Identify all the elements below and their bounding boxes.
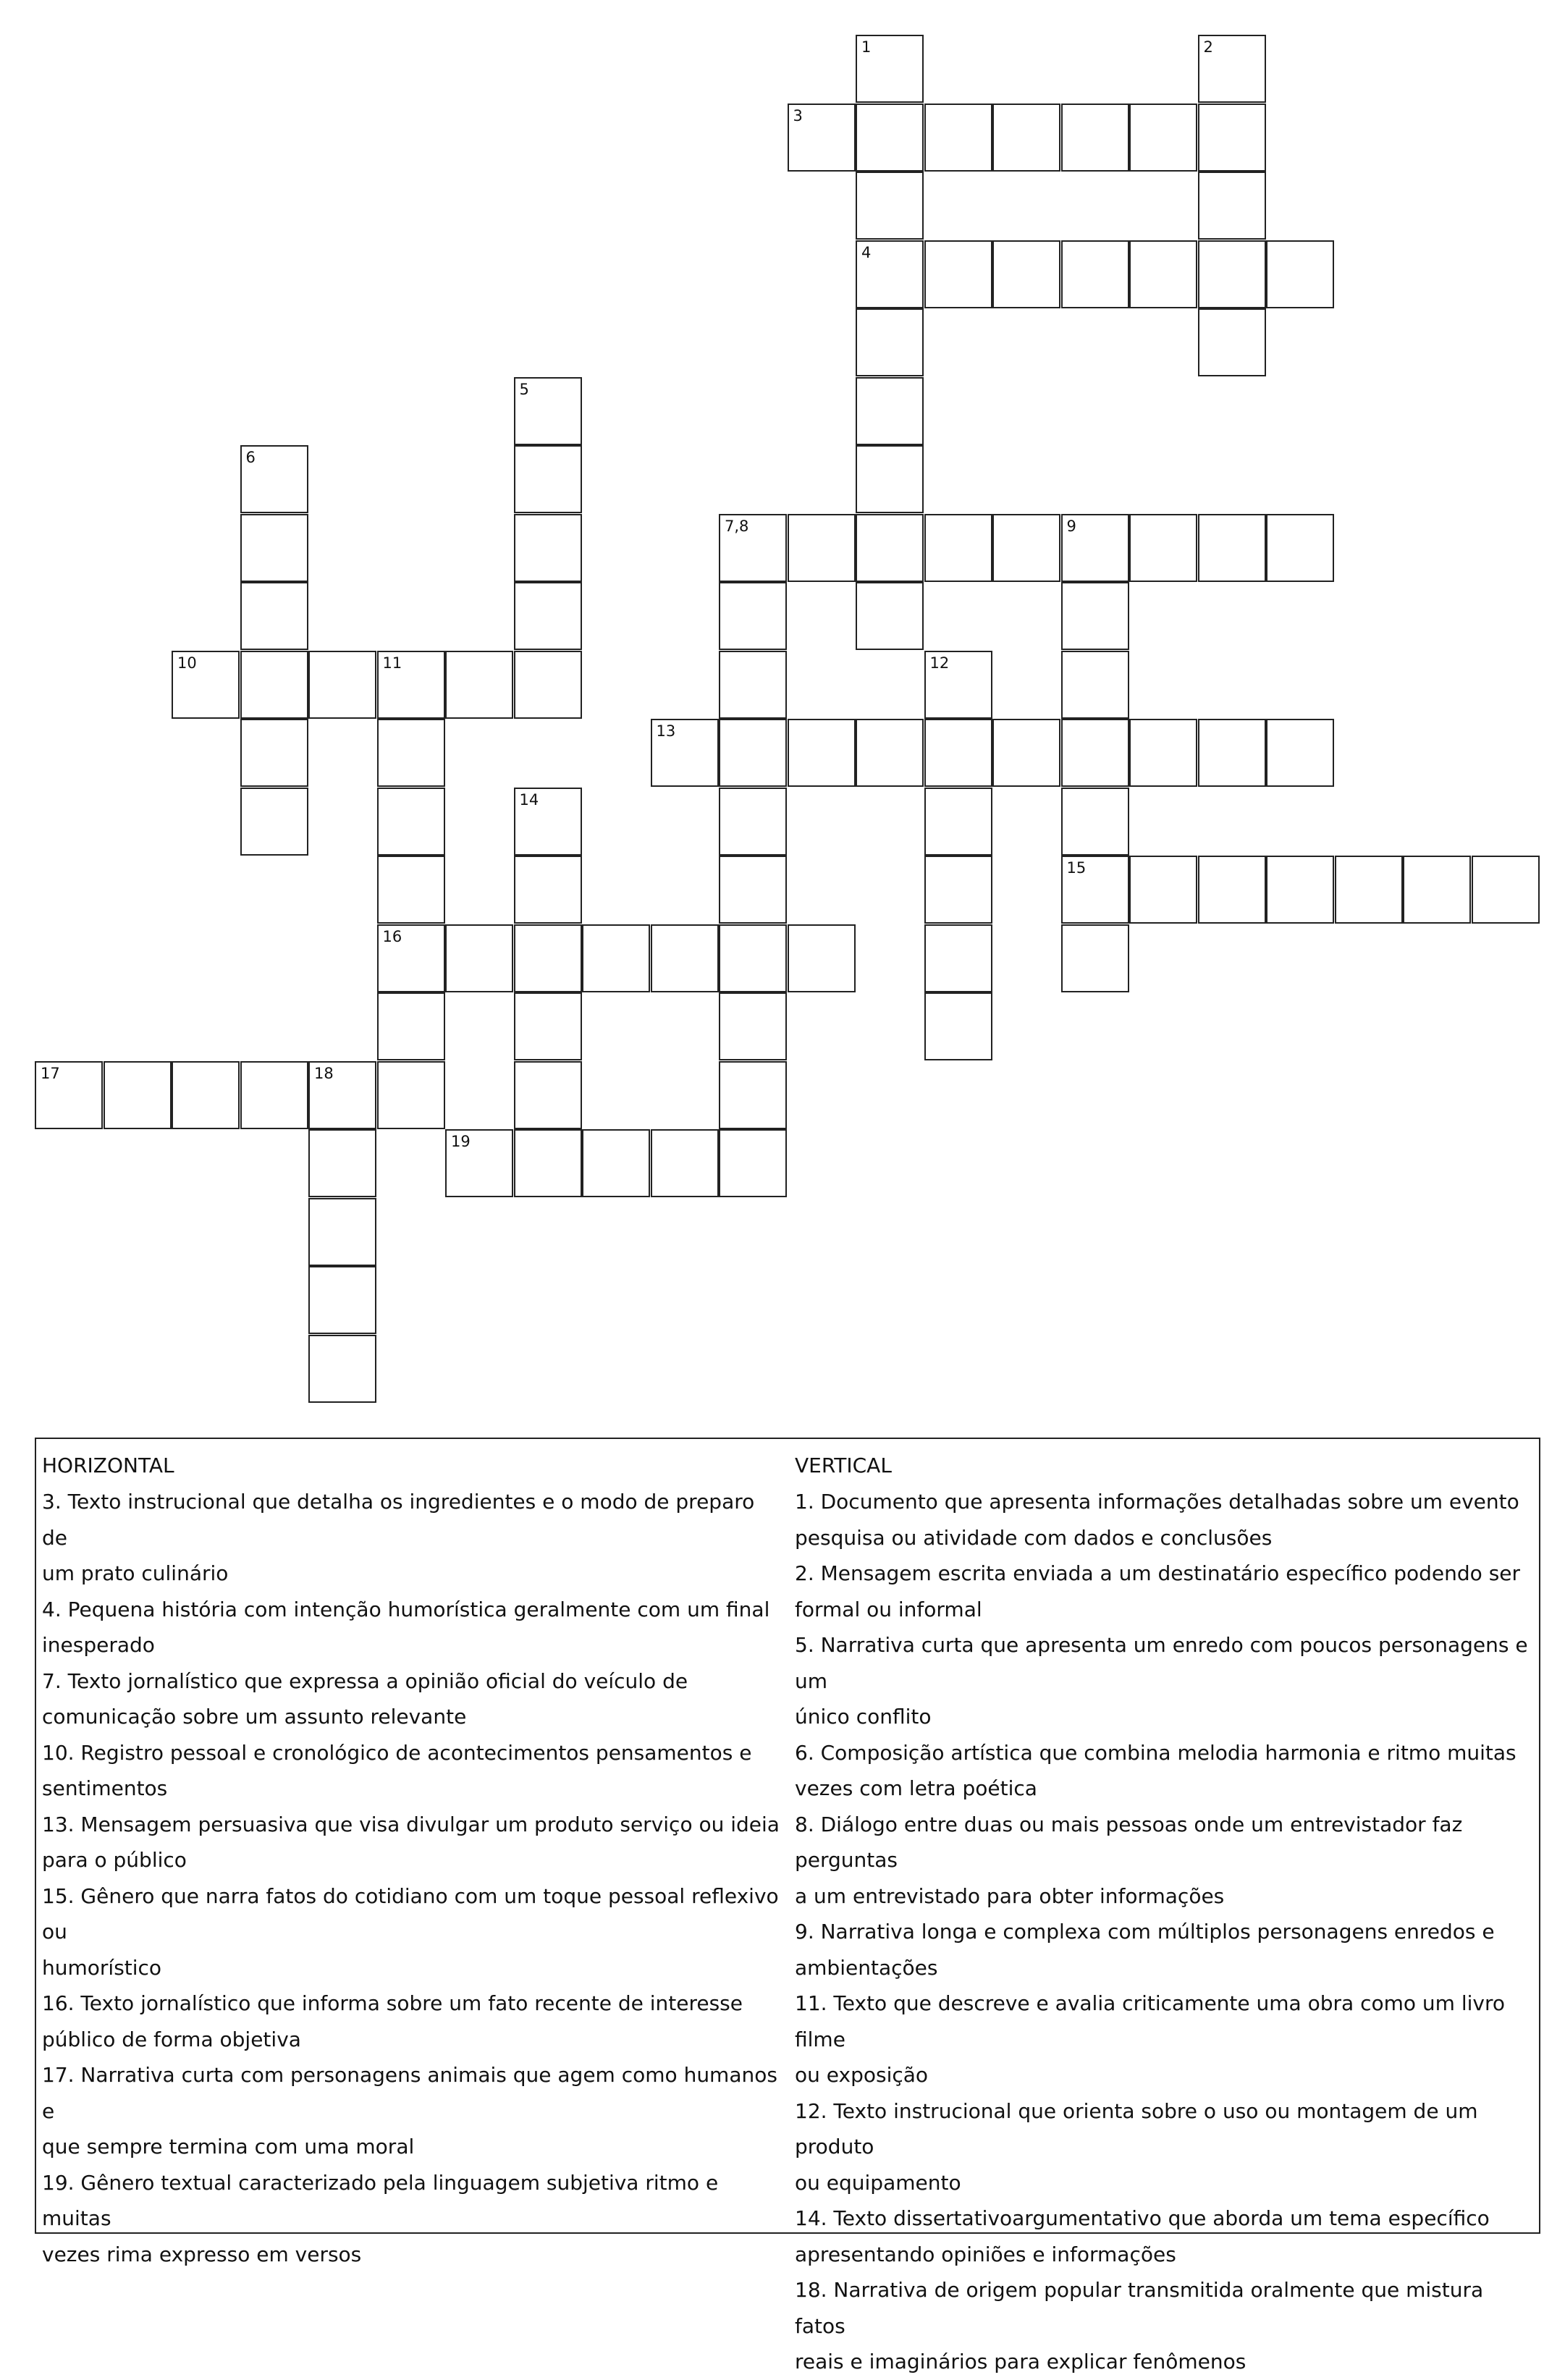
grid-cell[interactable] [240, 514, 308, 582]
clue-line: ou exposição [795, 2063, 929, 2087]
grid-cell[interactable] [719, 924, 787, 992]
clue-line: vezes com letra poética [795, 1776, 1037, 1800]
grid-cell[interactable] [719, 788, 787, 856]
grid-cell[interactable] [924, 514, 992, 582]
grid-cell[interactable] [240, 1061, 308, 1129]
grid-cell[interactable] [514, 992, 582, 1060]
clue-line: ou equipamento [795, 2170, 961, 2195]
clue-line: 1. Documento que apresenta informações detalhadas sobre um evento [795, 1490, 1519, 1514]
clue-line: vezes rima expresso em versos [42, 2242, 362, 2266]
clue-line: 10. Registro pessoal e cronológico de acontecimentos pensamentos e [42, 1740, 752, 1765]
clue-line: 5. Narrativa curta que apresenta um enredo com poucos personagens e um [795, 1633, 1528, 1693]
grid-cell[interactable] [719, 651, 787, 719]
grid-cell[interactable] [856, 308, 924, 376]
grid-cell[interactable] [1198, 514, 1266, 582]
grid-cell[interactable] [1198, 308, 1266, 376]
clue-line: 8. Diálogo entre duas ou mais pessoas onde um entrevistador faz perguntas [795, 1812, 1463, 1872]
grid-cell[interactable] [308, 1335, 376, 1403]
grid-cell[interactable] [514, 788, 582, 856]
grid-cell[interactable] [856, 445, 924, 513]
clue-line: 9. Narrativa longa e complexa com múltiplos personagens enredos e [795, 1920, 1495, 1944]
grid-cell[interactable] [856, 172, 924, 240]
grid-cell[interactable] [651, 719, 719, 787]
grid-cell[interactable] [582, 924, 650, 992]
clue-line: 4. Pequena história com intenção humorística geralmente com um final [42, 1597, 770, 1621]
grid-cell[interactable] [719, 514, 787, 582]
horizontal-title: HORIZONTAL [42, 1453, 174, 1477]
grid-cell[interactable] [1403, 856, 1471, 924]
clue-line: reais e imaginários para explicar fenômenos [795, 2350, 1246, 2373]
clue-number: 18 [314, 1064, 334, 1082]
grid-cell[interactable] [1472, 856, 1540, 924]
clue-line: 15. Gênero que narra fatos do cotidiano com um toque pessoal reflexivo ou [42, 1883, 779, 1944]
clue-number: 9 [1066, 517, 1076, 535]
grid-cell[interactable] [1129, 856, 1197, 924]
grid-cell[interactable] [514, 924, 582, 992]
grid-cell[interactable] [856, 582, 924, 650]
grid-cell[interactable] [1061, 651, 1129, 719]
horizontal-clue-list [42, 1484, 780, 2272]
grid-cell[interactable] [514, 582, 582, 650]
grid-cell[interactable] [788, 514, 856, 582]
grid-cell[interactable] [172, 651, 240, 719]
grid-cell[interactable] [514, 514, 582, 582]
grid-cell[interactable] [1266, 240, 1334, 308]
clue-number: 16 [382, 927, 402, 945]
grid-cell[interactable] [924, 651, 992, 719]
clue-line: 6. Composição artística que combina melodia harmonia e ritmo muitas [795, 1740, 1517, 1765]
grid-cell[interactable] [1198, 172, 1266, 240]
grid-cell[interactable] [1061, 104, 1129, 172]
grid-cell[interactable] [1335, 856, 1403, 924]
grid-cell[interactable] [104, 1061, 172, 1129]
grid-cell[interactable] [240, 582, 308, 650]
clues-box [35, 1438, 1540, 2373]
grid-cell[interactable] [924, 924, 992, 992]
grid-cell[interactable] [719, 1129, 787, 1197]
grid-cell[interactable] [1061, 719, 1129, 787]
grid-cell[interactable] [240, 445, 308, 513]
clue-line: 19. Gênero textual caracterizado pela linguagem subjetiva ritmo e muitas [42, 2170, 719, 2230]
clue-number: 11 [382, 654, 402, 672]
grid-cell[interactable] [377, 992, 445, 1060]
clue-line: que sempre termina com uma moral [42, 2135, 415, 2159]
grid-cell[interactable] [1198, 35, 1266, 103]
grid-cell[interactable] [1129, 719, 1197, 787]
grid-cell[interactable] [1266, 719, 1334, 787]
grid-cell[interactable] [856, 240, 924, 308]
grid-cell[interactable] [1061, 582, 1129, 650]
grid-cell[interactable] [719, 1061, 787, 1129]
clue-number: 1 [861, 38, 872, 56]
clue-line: 18. Narrativa de origem popular transmitida oralmente que mistura fatos [795, 2278, 1484, 2338]
clue-line: 14. Texto dissertativoargumentativo que aborda um tema específico [795, 2206, 1490, 2230]
grid-cell[interactable] [1129, 514, 1197, 582]
grid-cell[interactable] [377, 1061, 445, 1129]
grid-cell[interactable] [1061, 514, 1129, 582]
grid-cell[interactable] [1061, 788, 1129, 856]
grid-cell[interactable] [514, 856, 582, 924]
clue-number: 6 [245, 449, 256, 466]
clue-line: 3. Texto instrucional que detalha os ingredientes e o modo de preparo de [42, 1490, 755, 1550]
grid-cell[interactable] [308, 1129, 376, 1197]
grid-cell[interactable] [1061, 924, 1129, 992]
grid-cell[interactable] [1198, 856, 1266, 924]
clue-number: 13 [656, 722, 676, 740]
grid-cell[interactable] [308, 1198, 376, 1266]
grid-cell[interactable] [856, 104, 924, 172]
clue-line: comunicação sobre um assunto relevante [42, 1705, 467, 1729]
clue-number: 7,8 [725, 517, 749, 535]
clue-line: pesquisa ou atividade com dados e conclusões [795, 1525, 1273, 1550]
grid-cell[interactable] [1198, 104, 1266, 172]
grid-cell[interactable] [308, 1061, 376, 1129]
grid-cell[interactable] [445, 651, 513, 719]
clue-line: apresentando opiniões e informações [795, 2242, 1176, 2266]
grid-cell[interactable] [924, 104, 992, 172]
grid-cell[interactable] [924, 992, 992, 1060]
grid-cell[interactable] [788, 924, 856, 992]
grid-cell[interactable] [1198, 240, 1266, 308]
grid-cell[interactable] [856, 514, 924, 582]
grid-cell[interactable] [1061, 240, 1129, 308]
grid-cell[interactable] [924, 240, 992, 308]
grid-cell[interactable] [240, 651, 308, 719]
vertical-clues [795, 1448, 1533, 2380]
clue-line: público de forma objetiva [42, 2027, 301, 2051]
clue-line: inesperado [42, 1633, 155, 1657]
clue-line: 7. Texto jornalístico que expressa a opinião oficial do veículo de [42, 1668, 688, 1693]
clue-line: 12. Texto instrucional que orienta sobre o uso ou montagem de um produto [795, 2098, 1478, 2159]
grid-cell[interactable] [172, 1061, 240, 1129]
grid-cell[interactable] [308, 651, 376, 719]
clue-number: 2 [1203, 38, 1213, 56]
grid-cell[interactable] [582, 1129, 650, 1197]
vertical-clue-list [795, 1484, 1533, 2380]
clue-line: 2. Mensagem escrita enviada a um destinatário específico podendo ser [795, 1561, 1521, 1585]
grid-cell[interactable] [719, 582, 787, 650]
grid-cell[interactable] [514, 1061, 582, 1129]
grid-cell[interactable] [514, 1129, 582, 1197]
grid-cell[interactable] [445, 924, 513, 992]
clue-number: 5 [519, 380, 529, 398]
clue-number: 15 [1066, 859, 1087, 877]
grid-cell[interactable] [377, 719, 445, 787]
grid-cell[interactable] [240, 788, 308, 856]
clue-line: 13. Mensagem persuasiva que visa divulgar um produto serviço ou ideia [42, 1812, 780, 1836]
grid-cell[interactable] [992, 514, 1060, 582]
clue-number: 3 [793, 106, 803, 125]
grid-cell[interactable] [719, 719, 787, 787]
grid-cell[interactable] [377, 651, 445, 719]
grid-cell[interactable] [240, 719, 308, 787]
grid-cell[interactable] [514, 651, 582, 719]
grid-cell[interactable] [377, 788, 445, 856]
grid-cell[interactable] [992, 104, 1060, 172]
clue-number: 12 [929, 654, 950, 672]
clue-line: um prato culinário [42, 1561, 229, 1585]
clue-line: 16. Texto jornalístico que informa sobre um fato recente de interesse [42, 1991, 743, 2015]
grid-cell[interactable] [788, 719, 856, 787]
grid-cell[interactable] [651, 1129, 719, 1197]
grid-cell[interactable] [1266, 856, 1334, 924]
clue-line: ambientações [795, 1955, 938, 1980]
grid-cell[interactable] [514, 445, 582, 513]
horizontal-clues [42, 1448, 780, 2272]
vertical-title: VERTICAL [795, 1453, 892, 1477]
clue-line: formal ou informal [795, 1597, 982, 1621]
clue-line: único conflito [795, 1705, 932, 1729]
clue-number: 17 [41, 1064, 60, 1082]
grid-cell[interactable] [1198, 719, 1266, 787]
clue-line: sentimentos [42, 1776, 168, 1800]
grid-cell[interactable] [1129, 240, 1197, 308]
clue-line: humorístico [42, 1955, 162, 1980]
grid-cell[interactable] [992, 240, 1060, 308]
grid-cell[interactable] [377, 856, 445, 924]
grid-cell[interactable] [924, 856, 992, 924]
clue-line: a um entrevistado para obter informações [795, 1883, 1225, 1908]
grid-cell[interactable] [856, 35, 924, 103]
clue-number: 10 [177, 654, 197, 672]
clue-line: 17. Narrativa curta com personagens animais que agem como humanos e [42, 2063, 777, 2123]
grid-cell[interactable] [514, 377, 582, 445]
clue-number: 19 [451, 1133, 471, 1150]
grid-cell[interactable] [308, 1266, 376, 1334]
clue-line: 11. Texto que descreve e avalia criticamente uma obra como um livro filme [795, 1991, 1505, 2051]
clue-line: para o público [42, 1848, 187, 1872]
grid-cell[interactable] [1129, 104, 1197, 172]
grid-cell[interactable] [445, 1129, 513, 1197]
grid-cell[interactable] [1266, 514, 1334, 582]
grid-cell[interactable] [1061, 856, 1129, 924]
grid-cell[interactable] [377, 924, 445, 992]
grid-cell[interactable] [788, 104, 856, 172]
grid-cell[interactable] [719, 856, 787, 924]
grid-cell[interactable] [35, 1061, 103, 1129]
clue-number: 14 [519, 790, 539, 809]
grid-cell[interactable] [924, 719, 992, 787]
grid-cell[interactable] [992, 719, 1060, 787]
clue-number: 4 [861, 243, 872, 261]
grid-cell[interactable] [856, 719, 924, 787]
grid-cell[interactable] [719, 992, 787, 1060]
grid-cell[interactable] [651, 924, 719, 992]
grid-cell[interactable] [924, 788, 992, 856]
grid-cell[interactable] [856, 377, 924, 445]
